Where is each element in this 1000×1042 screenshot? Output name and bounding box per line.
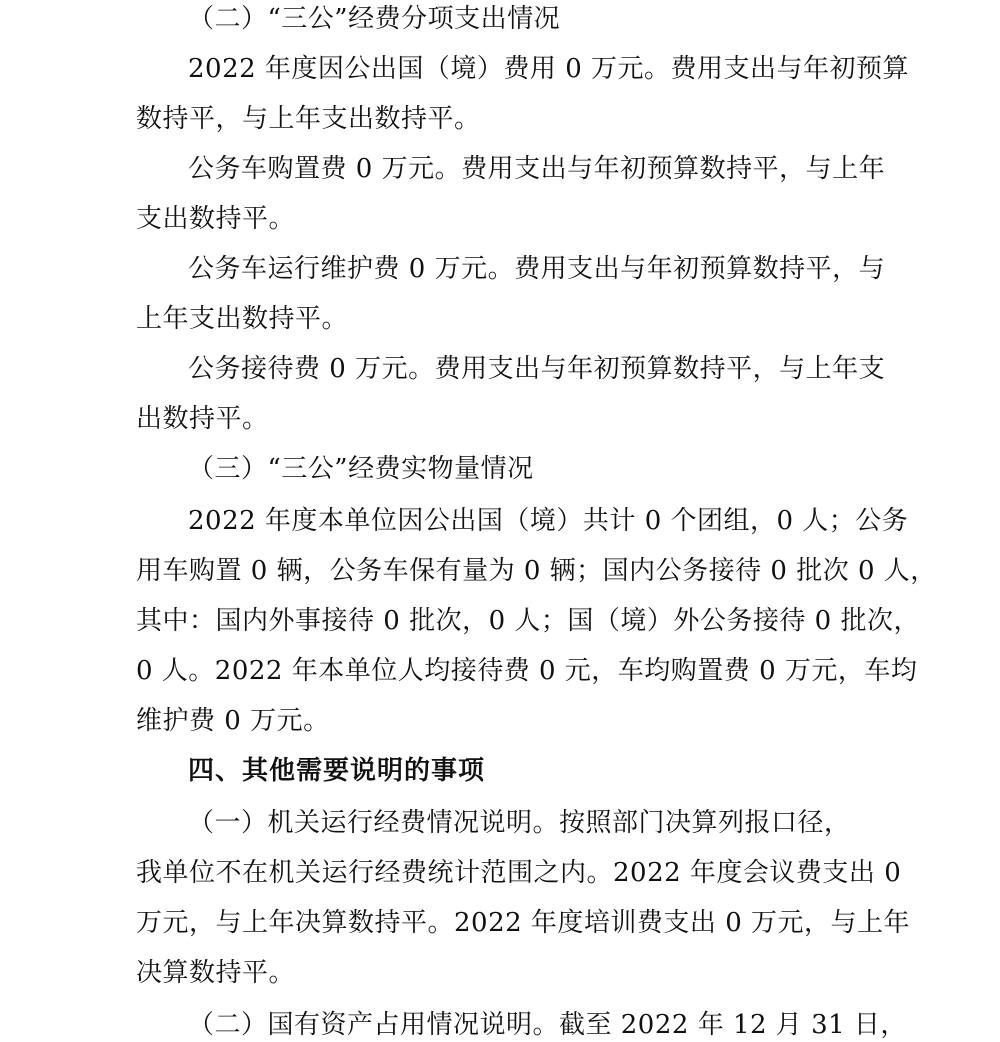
paragraph-line: 我单位不在机关运行经费统计范围之内。2022 年度会议费支出 0 [136,858,902,888]
paragraph-line: 万元，与上年决算数持平。2022 年度培训费支出 0 万元，与上年 [136,908,911,938]
paragraph-line: 公务车运行维护费 0 万元。费用支出与年初预算数持平，与 [188,254,886,284]
paragraph-line: 上年支出数持平。 [136,304,349,334]
paragraph-line: 出数持平。 [136,404,269,434]
paragraph-line: 决算数持平。 [136,958,296,988]
paragraph-line: 数持平，与上年支出数持平。 [136,104,481,134]
paragraph-line: 支出数持平。 [136,204,296,234]
paragraph-line: 用车购置 0 辆，公务车保有量为 0 辆；国内公务接待 0 批次 0 人， [136,556,937,586]
paragraph-line: （一）机关运行经费情况说明。按照部门决算列报口径， [188,808,851,838]
section-heading-three-public-quantity: （三）“三公”经费实物量情况 [188,454,534,484]
paragraph-line: 其中：国内外事接待 0 批次，0 人；国（境）外公务接待 0 批次， [136,606,920,636]
paragraph-line: （二）国有资产占用情况说明。截至 2022 年 12 月 31 日， [188,1010,907,1040]
paragraph-line: 公务车购置费 0 万元。费用支出与年初预算数持平，与上年 [188,154,886,184]
section-heading-other-matters: 四、其他需要说明的事项 [188,756,486,786]
paragraph-line: 2022 年度本单位因公出国（境）共计 0 个团组，0 人；公务 [188,506,909,536]
section-heading-three-public-breakdown: （二）“三公”经费分项支出情况 [188,4,561,34]
paragraph-line: 2022 年度因公出国（境）费用 0 万元。费用支出与年初预算 [188,54,910,84]
paragraph-line: 公务接待费 0 万元。费用支出与年初预算数持平，与上年支 [188,354,886,384]
paragraph-line: 维护费 0 万元。 [136,706,330,736]
paragraph-line: 0 人。2022 年本单位人均接待费 0 元，车均购置费 0 万元，车均 [136,656,918,686]
